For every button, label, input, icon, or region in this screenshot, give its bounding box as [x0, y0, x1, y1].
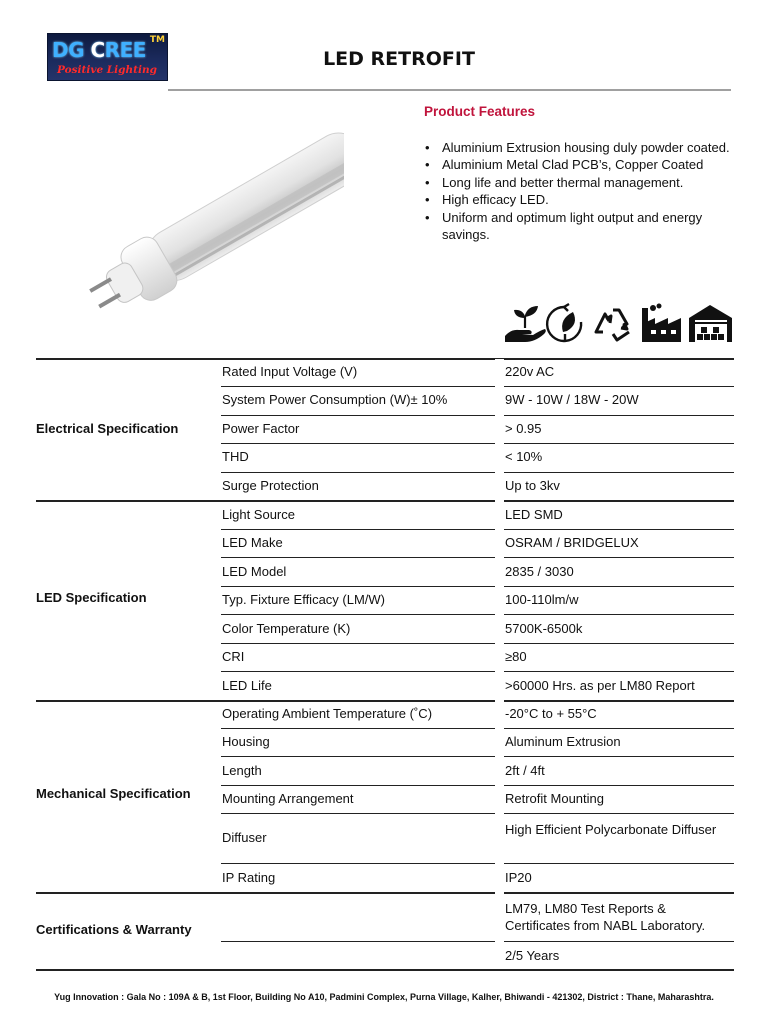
param-cell: LED Make [222, 535, 283, 550]
page-title: LED RETROFIT [323, 48, 475, 70]
param-cell: Color Temperature (K) [222, 621, 351, 636]
section-label-certifications: Certifications & Warranty [36, 922, 192, 937]
row-divider [221, 415, 734, 416]
row-divider [221, 863, 734, 864]
value-cell: 100-110lm/w [505, 592, 579, 607]
param-cell: Mounting Arrangement [222, 791, 354, 806]
value-cell: 2/5 Years [505, 948, 560, 963]
row-divider [221, 941, 734, 942]
row-divider [221, 671, 734, 672]
param-cell: LED Model [222, 564, 287, 579]
footer-address: Yug Innovation : Gala No : 109A & B, 1st Floor, Building No A10, Padmini Complex, Purna Village, Kalher, Bhiwandi - 421302, District : Thane, Maharashtra. [54, 992, 714, 1002]
eco-icons-row [503, 302, 733, 344]
value-cell: Aluminum Extrusion [505, 734, 621, 749]
column-gap [495, 359, 504, 969]
param-cell: Rated Input Voltage (V) [222, 364, 358, 379]
value-cell: 5700K-6500k [505, 621, 583, 636]
product-features-list [424, 139, 734, 243]
value-cell: 9W - 10W / 18W - 20W [505, 392, 639, 407]
row-divider [221, 386, 734, 387]
feature-item: • Long life and better thermal management. [424, 174, 734, 191]
table-bottom-rule [36, 969, 734, 971]
row-divider [221, 472, 734, 473]
value-cell: Retrofit Mounting [505, 791, 604, 806]
value-cell: High Efficient Polycarbonate Diffuser [505, 822, 717, 837]
logo-wordmark: DG CREE [52, 38, 146, 62]
section-label-electrical: Electrical Specification [36, 421, 179, 436]
row-divider [221, 643, 734, 644]
value-cell: 2ft / 4ft [505, 763, 545, 778]
value-cell: OSRAM / BRIDGELUX [505, 535, 639, 550]
param-cell: Operating Ambient Temperature (˚C) [222, 706, 433, 721]
row-divider [221, 586, 734, 587]
param-cell: IP Rating [222, 870, 276, 885]
param-cell: Diffuser [222, 830, 267, 845]
factory-icon [642, 304, 681, 343]
eco-leaf-plug-icon [547, 304, 581, 341]
value-cell: LED SMD [505, 507, 563, 522]
param-cell: CRI [222, 649, 245, 664]
logo-trademark: TM [149, 35, 165, 45]
param-cell: Surge Protection [222, 478, 319, 493]
section-divider [36, 700, 734, 702]
section-label-led: LED Specification [36, 590, 147, 605]
param-cell: LED Life [222, 678, 272, 693]
value-cell: -20°C to + 55°C [505, 706, 597, 721]
row-divider [221, 728, 734, 729]
section-divider [36, 500, 734, 502]
value-cell: 220v AC [505, 364, 555, 379]
row-divider [221, 557, 734, 558]
value-cell: IP20 [505, 870, 532, 885]
feature-item: • Aluminium Extrusion housing duly powder coated. [424, 139, 734, 156]
param-cell: Power Factor [222, 421, 300, 436]
param-cell: Length [222, 763, 262, 778]
row-divider [221, 443, 734, 444]
feature-item: • Uniform and optimum light output and energy savings. [424, 209, 734, 244]
led-tube-image [82, 110, 344, 335]
value-cell: 2835 / 3030 [505, 564, 574, 579]
param-cell: THD [222, 449, 249, 464]
value-cell: < 10% [505, 449, 543, 464]
value-cell: LM79, LM80 Test Reports & Certificates from NABL Laboratory. [505, 901, 706, 933]
param-cell: Light Source [222, 507, 295, 522]
feature-item: • Aluminium Metal Clad PCB’s, Copper Coated [424, 156, 734, 173]
hand-plant-icon [505, 306, 546, 342]
value-cell: > 0.95 [505, 421, 542, 436]
table-top-rule [36, 358, 734, 360]
param-cell: Typ. Fixture Efficacy (LM/W) [222, 592, 386, 607]
row-divider [221, 529, 734, 530]
logo-tagline: Positive Lighting [57, 64, 157, 76]
section-divider [36, 892, 734, 894]
section-label-mechanical: Mechanical Specification [36, 786, 191, 801]
row-divider [221, 813, 734, 814]
row-divider [221, 785, 734, 786]
value-cell: >60000 Hrs. as per LM80 Report [505, 678, 695, 693]
param-cell: Housing [222, 734, 270, 749]
param-cell: System Power Consumption (W)± 10% [222, 392, 448, 407]
warehouse-icon [689, 305, 732, 342]
row-divider [221, 614, 734, 615]
value-cell: ≥80 [505, 649, 527, 664]
recycle-icon [596, 310, 629, 340]
value-cell: Up to 3kv [505, 478, 560, 493]
title-divider [168, 89, 731, 91]
feature-item: • High efficacy LED. [424, 191, 734, 208]
product-features-title: Product Features [424, 104, 536, 119]
row-divider [221, 756, 734, 757]
